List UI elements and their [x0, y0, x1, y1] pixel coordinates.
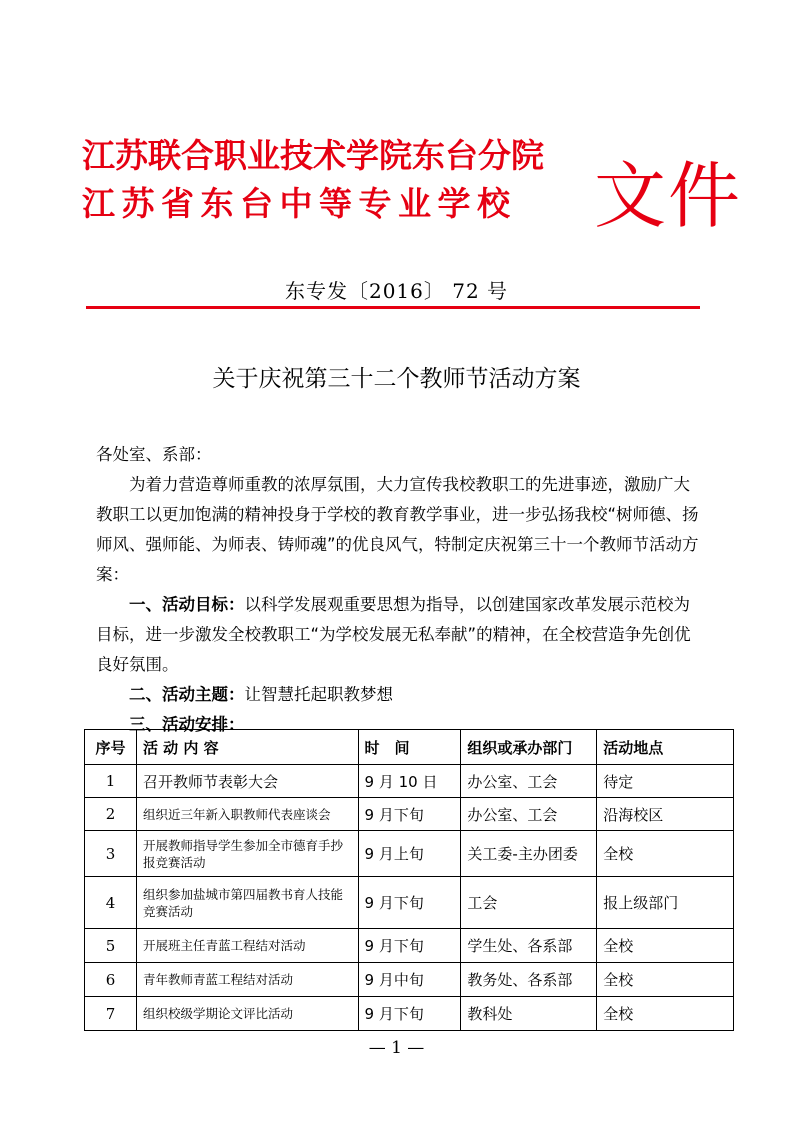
- arrange-label: 三、活动安排：: [129, 715, 245, 734]
- row-no: 3: [85, 831, 137, 877]
- row-place: 全校: [597, 831, 734, 877]
- org-name-line-1: 江苏联合职业技术学院东台分院: [82, 136, 544, 175]
- theme-label: 二、活动主题：: [129, 685, 245, 704]
- table-row: [85, 831, 734, 877]
- table-row: [85, 963, 734, 997]
- row-place: 沿海校区: [597, 798, 734, 831]
- row-content: 开展教师指导学生参加全市德育手抄报竞赛活动: [136, 831, 358, 877]
- red-divider-line: [86, 306, 700, 309]
- activity-table: [84, 729, 734, 1031]
- row-dept: 教务处、各系部: [461, 963, 597, 997]
- table-row: [85, 997, 734, 1031]
- row-time: 9 月 10 日: [358, 765, 461, 798]
- col-header-content: 活 动 内 容: [136, 730, 358, 765]
- row-no: 2: [85, 798, 137, 831]
- theme-paragraph: [96, 680, 702, 710]
- row-place: 待定: [597, 765, 734, 798]
- table-row: [85, 765, 734, 798]
- row-no: 6: [85, 963, 137, 997]
- row-content: 组织参加盐城市第四届教书育人技能竞赛活动: [136, 877, 358, 929]
- col-header-place: 活动地点: [597, 730, 734, 765]
- row-content: 组织近三年新入职教师代表座谈会: [136, 798, 358, 831]
- document-body: [96, 440, 702, 740]
- row-time: 9 月下旬: [358, 877, 461, 929]
- org-name-line-2: 江苏省东台中等专业学校: [82, 184, 517, 223]
- intro-paragraph: 为着力营造尊师重教的浓厚氛围，大力宣传我校教职工的先进事迹，激励广大教职工以更加饱满的精神投身于学校的教育教学事业，进一步弘扬我校“树师德、扬师风、强师能、为师表、铸师魂”的优良风气，特制定庆祝第三十一个教师节活动方案：: [96, 475, 699, 584]
- row-content: 召开教师节表彰大会: [136, 765, 358, 798]
- goal-paragraph: [96, 590, 702, 680]
- row-place: 全校: [597, 929, 734, 963]
- col-header-dept: 组织或承办部门: [461, 730, 597, 765]
- row-time: 9 月下旬: [358, 798, 461, 831]
- document-title: 关于庆祝第三十二个教师节活动方案: [212, 366, 581, 392]
- row-dept: 教科处: [461, 997, 597, 1031]
- theme-text: 让智慧托起职教梦想: [244, 685, 393, 704]
- row-place: 全校: [597, 963, 734, 997]
- row-dept: 关工委-主办团委: [461, 831, 597, 877]
- row-time: 9 月上旬: [358, 831, 461, 877]
- row-content: 青年教师青蓝工程结对活动: [136, 963, 358, 997]
- table-row: [85, 877, 734, 929]
- row-no: 1: [85, 765, 137, 798]
- salutation: 各处室、系部：: [96, 445, 212, 464]
- row-dept: 办公室、工会: [461, 765, 597, 798]
- row-place: 报上级部门: [597, 877, 734, 929]
- goal-label: 一、活动目标：: [129, 595, 245, 614]
- goal-text: 以科学发展观重要思想为指导，以创建国家改革发展示范校为目标，进一步激发全校教职工“为学校发展无私奉献”的精神，在全校营造争先创优良好氛围。: [96, 595, 691, 674]
- row-dept: 办公室、工会: [461, 798, 597, 831]
- row-time: 9 月下旬: [358, 929, 461, 963]
- row-dept: 工会: [461, 877, 597, 929]
- row-time: 9 月下旬: [358, 997, 461, 1031]
- row-content: 组织校级学期论文评比活动: [136, 997, 358, 1031]
- col-header-no: 序号: [85, 730, 137, 765]
- row-no: 5: [85, 929, 137, 963]
- document-header: [82, 130, 743, 238]
- row-content: 开展班主任青蓝工程结对活动: [136, 929, 358, 963]
- row-place: 全校: [597, 997, 734, 1031]
- table-row: [85, 798, 734, 831]
- row-dept: 学生处、各系部: [461, 929, 597, 963]
- row-no: 7: [85, 997, 137, 1031]
- page-number: — 1 —: [368, 1038, 425, 1058]
- table-header-row: [85, 730, 734, 765]
- table-row: [85, 929, 734, 963]
- document-type-label: 文件: [594, 154, 743, 238]
- row-time: 9 月中旬: [358, 963, 461, 997]
- row-no: 4: [85, 877, 137, 929]
- document-number: 东专发〔2016〕 72 号: [284, 279, 509, 303]
- col-header-time: 时 间: [358, 730, 461, 765]
